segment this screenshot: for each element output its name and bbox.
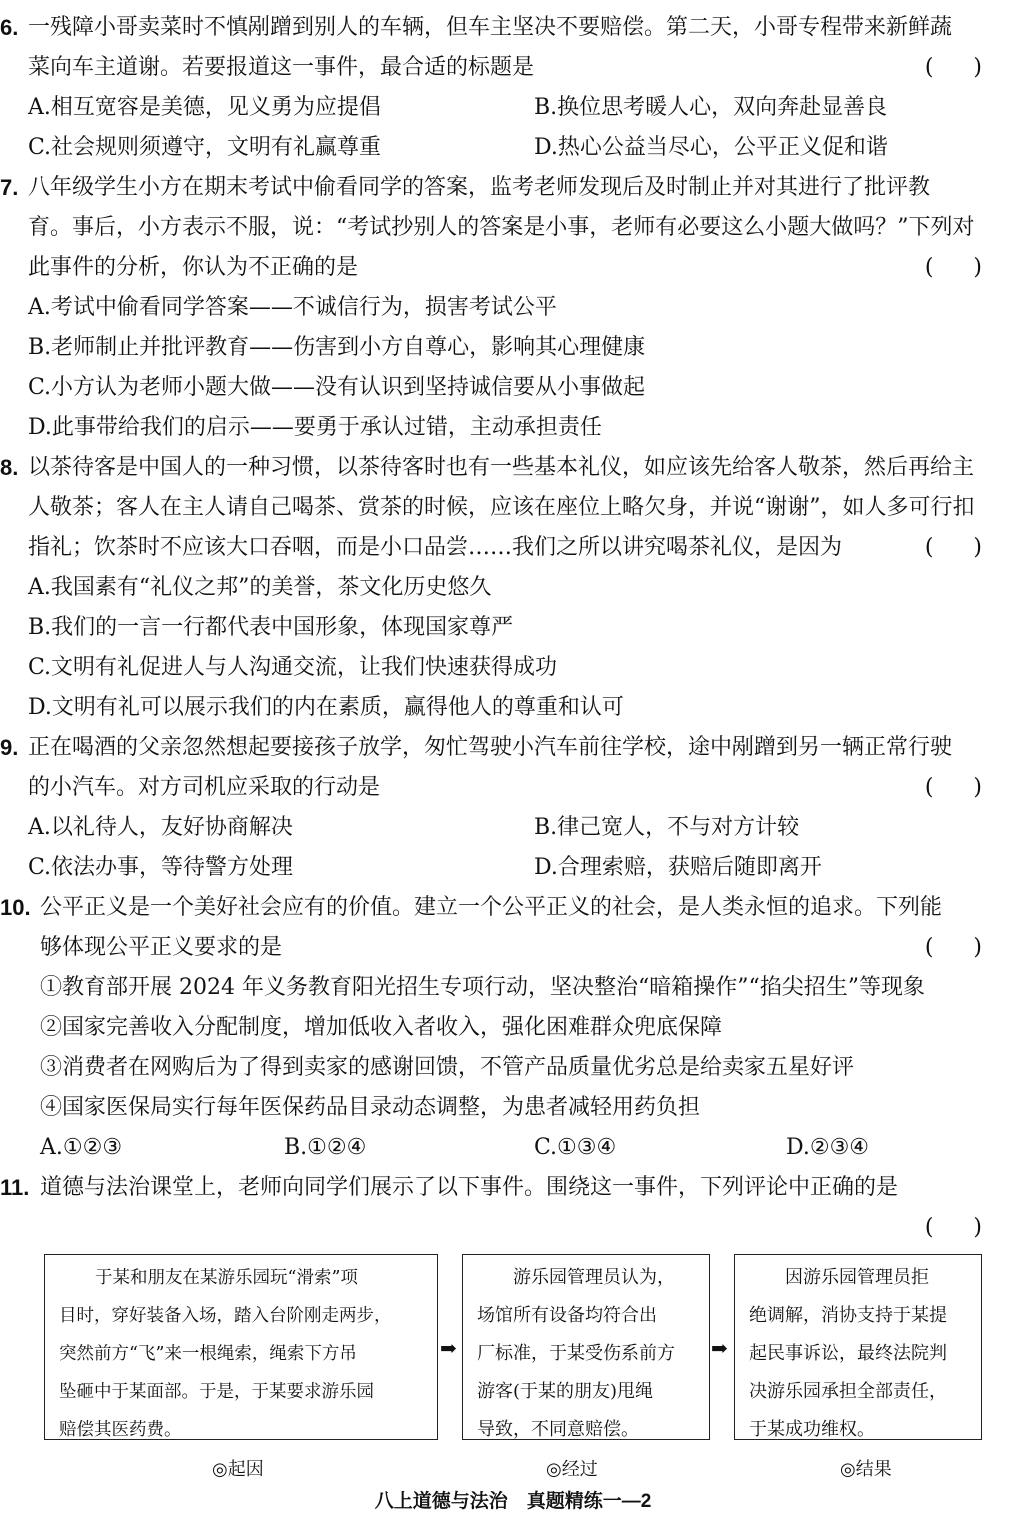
box-line: 赔偿其医药费。: [59, 1420, 182, 1440]
caption-cause: ◎起因: [212, 1459, 264, 1480]
box-line: 因游乐园管理员拒: [785, 1267, 929, 1288]
question-text: 八年级学生小方在期末考试中偷看同学的答案，监考老师发现后及时制止并对其进行了批评教: [28, 175, 931, 200]
question-text: 一残障小哥卖菜时不慎剐蹭到别人的车辆，但车主坚决不要赔偿。第二天，小哥专程带来新鲜蔬: [28, 15, 953, 40]
statement-1: ①教育部开展 2024 年义务教育阳光招生专项行动，坚决整治“暗箱操作”“掐尖招生”等现象: [40, 975, 925, 1000]
question-number: 6.: [0, 15, 19, 40]
question-text: 正在喝酒的父亲忽然想起要接孩子放学，匆忙驾驶小汽车前往学校，途中剐蹭到另一辆正常行驶: [28, 735, 953, 760]
caption-result: ◎结果: [840, 1459, 892, 1480]
page-footer: 八上道德与法治 真题精练一—2: [374, 1491, 652, 1512]
option-d: D.文明有礼可以展示我们的内在素质，赢得他人的尊重和认可: [28, 695, 624, 720]
option-c: C.文明有礼促进人与人沟通交流，让我们快速获得成功: [28, 655, 558, 680]
answer-bracket: (): [924, 1215, 1022, 1240]
question-number: 8.: [0, 455, 19, 480]
box-line: 厂标准，于某受伤系前方: [477, 1343, 675, 1364]
question-text: 此事件的分析，你认为不正确的是: [28, 255, 359, 280]
question-text: 以茶待客是中国人的一种习惯，以茶待客时也有一些基本礼仪，如应该先给客人敬茶，然后再给主: [28, 455, 975, 480]
option-b: B.换位思考暖人心，双向奔赴显善良: [534, 95, 888, 120]
question-text: 够体现公平正义要求的是: [40, 935, 283, 960]
statement-4: ④国家医保局实行每年医保药品目录动态调整，为患者减轻用药负担: [40, 1095, 701, 1120]
option-c: C.依法办事，等待警方处理: [28, 855, 294, 880]
option-c: C.①③④: [534, 1135, 617, 1160]
answer-bracket: (): [924, 55, 1022, 80]
event-box-cause: [44, 1254, 438, 1440]
arrow-right-icon: ➡: [440, 1336, 457, 1360]
question-text: 指礼；饮茶时不应该大口吞咽，而是小口品尝……我们之所以讲究喝茶礼仪，是因为: [28, 535, 843, 560]
box-line: 于某成功维权。: [749, 1419, 875, 1440]
option-a: A.相互宽容是美德，见义勇为应提倡: [28, 95, 381, 120]
question-text: 的小汽车。对方司机应采取的行动是: [28, 775, 381, 800]
option-b: B.老师制止并批评教育——伤害到小方自尊心，影响其心理健康: [28, 335, 646, 360]
box-line: 于某和朋友在某游乐园玩“滑索”项: [95, 1268, 358, 1288]
box-line: 绝调解，消协支持于某提: [749, 1305, 947, 1326]
question-number: 9.: [0, 735, 19, 760]
option-c: C.小方认为老师小题大做——没有认识到坚持诚信要从小事做起: [28, 375, 646, 400]
question-text: 公平正义是一个美好社会应有的价值。建立一个公平正义的社会，是人类永恒的追求。下列能: [40, 895, 943, 920]
option-b: B.律己宽人，不与对方计较: [534, 815, 800, 840]
answer-bracket: (): [924, 255, 1022, 280]
answer-bracket: (): [924, 935, 1022, 960]
box-line: 场馆所有设备均符合出: [477, 1305, 657, 1326]
box-line: 游客(于某的朋友)甩绳: [477, 1381, 654, 1402]
question-text: 育。事后，小方表示不服，说：“考试抄别人的答案是小事，老师有必要这么小题大做吗？”下列对: [28, 215, 975, 240]
option-d: D.热心公益当尽心，公平正义促和谐: [534, 135, 888, 160]
option-b: B.①②④: [284, 1135, 367, 1160]
answer-bracket: (): [924, 775, 1022, 800]
option-b: B.我们的一言一行都代表中国形象，体现国家尊严: [28, 615, 514, 640]
box-line: 游乐园管理员认为，: [513, 1267, 675, 1288]
question-text: 人敬茶；客人在主人请自己喝茶、赏茶的时候，应该在座位上略欠身，并说“谢谢”，如人多可行扣: [28, 495, 975, 520]
question-text: 菜向车主道谢。若要报道这一事件，最合适的标题是: [28, 55, 535, 80]
question-number: 10.: [0, 895, 31, 920]
option-d: D.此事带给我们的启示——要勇于承认过错，主动承担责任: [28, 415, 602, 440]
statement-2: ②国家完善收入分配制度，增加低收入者收入，强化困难群众兜底保障: [40, 1015, 723, 1040]
box-line: 坠砸中于某面部。于是，于某要求游乐园: [59, 1382, 374, 1402]
question-text: 道德与法治课堂上，老师向同学们展示了以下事件。围绕这一事件，下列评论中正确的是: [40, 1175, 899, 1200]
option-c: C.社会规则须遵守，文明有礼赢尊重: [28, 135, 382, 160]
question-number: 11.: [0, 1175, 30, 1200]
event-box-result: [734, 1254, 982, 1440]
option-a: A.①②③: [40, 1135, 123, 1160]
option-a: A.以礼待人，友好协商解决: [28, 815, 293, 840]
option-a: A.我国素有“礼仪之邦”的美誉，茶文化历史悠久: [28, 575, 492, 600]
box-line: 决游乐园承担全部责任，: [749, 1381, 947, 1402]
question-number: 7.: [0, 175, 19, 200]
caption-process: ◎经过: [546, 1459, 598, 1480]
arrow-right-icon: ➡: [711, 1336, 728, 1360]
event-box-process: [462, 1254, 710, 1440]
box-line: 目时，穿好装备入场，踏入台阶刚走两步，: [59, 1306, 392, 1326]
box-line: 导致，不同意赔偿。: [477, 1419, 639, 1440]
option-a: A.考试中偷看同学答案——不诚信行为，损害考试公平: [28, 295, 557, 320]
box-line: 起民事诉讼，最终法院判: [749, 1343, 947, 1364]
box-line: 突然前方“飞”来一根绳索，绳索下方吊: [59, 1344, 357, 1364]
statement-3: ③消费者在网购后为了得到卖家的感谢回馈，不管产品质量优劣总是给卖家五星好评: [40, 1055, 855, 1080]
option-d: D.合理索赔，获赔后随即离开: [534, 855, 822, 880]
option-d: D.②③④: [786, 1135, 870, 1160]
answer-bracket: (): [924, 535, 1022, 560]
